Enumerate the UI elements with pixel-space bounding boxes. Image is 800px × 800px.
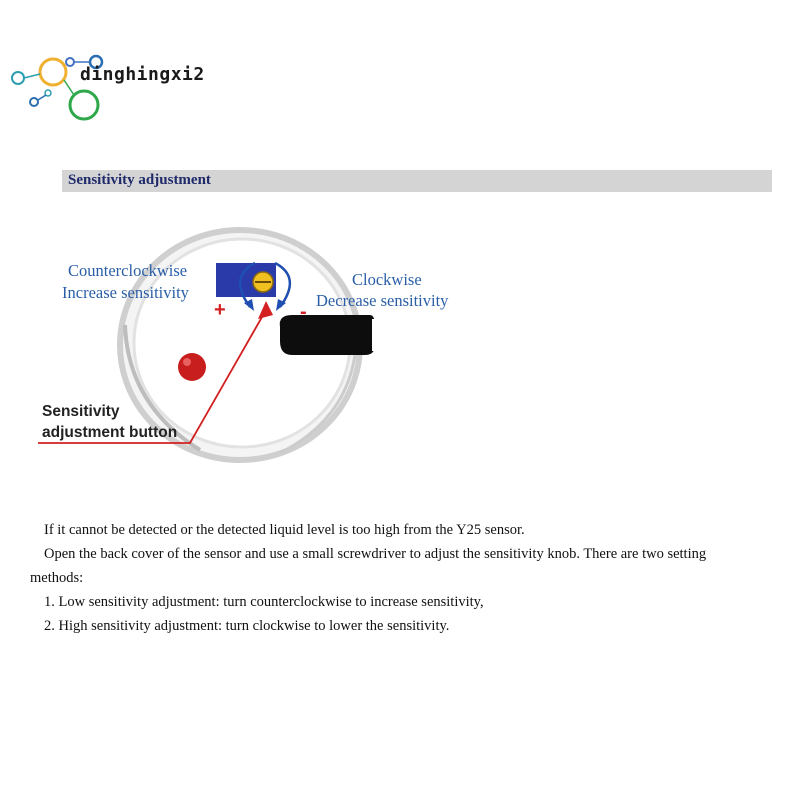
- instruction-line: methods:: [30, 570, 84, 586]
- brand-name: dinghingxi2: [80, 64, 205, 85]
- screwdriver-icon: [280, 315, 375, 355]
- sensor-diagram: [30, 215, 500, 475]
- instructions: [30, 518, 770, 638]
- minus-sign: -: [300, 301, 307, 323]
- brand-logo-icon: [8, 50, 108, 125]
- decrease-sensitivity-label: Decrease sensitivity: [316, 291, 449, 310]
- section-title: Sensitivity adjustment: [68, 172, 211, 188]
- plus-sign: +: [214, 299, 226, 321]
- indicator-ball: [178, 353, 206, 381]
- counterclockwise-label: Counterclockwise: [68, 261, 188, 280]
- clockwise-label: Clockwise: [352, 270, 422, 289]
- method-item-2: 2. High sensitivity adjustment: turn clockwise to lower the sensitivity.: [44, 618, 450, 634]
- instruction-line: If it cannot be detected or the detected liquid level is too high from the Y25 sensor.: [44, 522, 525, 538]
- button-label-line2: adjustment button: [42, 424, 178, 441]
- section-header: [62, 170, 772, 192]
- button-label-line1: Sensitivity: [42, 403, 120, 420]
- instruction-line: Open the back cover of the sensor and use a small screwdriver to adjust the sensitivity knob. There are two setting: [44, 546, 707, 562]
- method-item-1: 1. Low sensitivity adjustment: turn counterclockwise to increase sensitivity,: [44, 594, 484, 610]
- increase-sensitivity-label: Increase sensitivity: [62, 283, 189, 302]
